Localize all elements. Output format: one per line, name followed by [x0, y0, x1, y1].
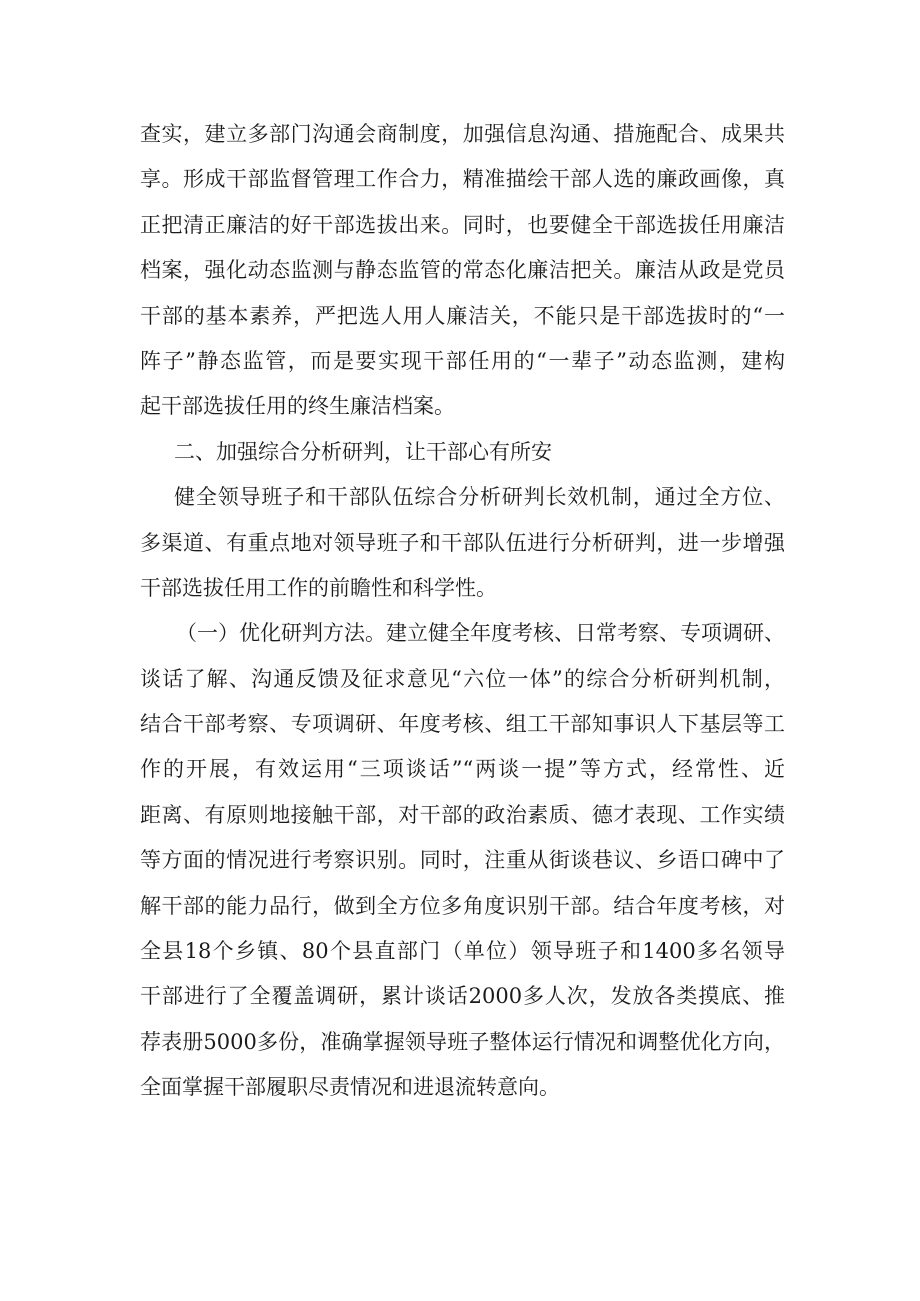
section-heading — [140, 430, 785, 475]
text-line: 全县18个乡镇、80个县直部门（单位）领导班子和1400多名领导 — [140, 939, 785, 964]
text-line: （一）优化研判方法。建立健全年度考核、日常考察、专项调研、 — [176, 621, 785, 646]
paragraph-p3 — [140, 611, 785, 1110]
heading-line: 二、加强综合分析研判，让干部心有所安 — [174, 439, 552, 464]
text-line: 作的开展，有效运用“三项谈话”“两谈一提”等方式，经常性、近 — [140, 757, 785, 782]
text-line: 结合干部考察、专项调研、年度考核、组工干部知事识人下基层等工 — [140, 712, 785, 737]
text-line: 多渠道、有重点地对领导班子和干部队伍进行分析研判，进一步增强 — [140, 530, 785, 555]
text-line: 查实，建立多部门沟通会商制度，加强信息沟通、措施配合、成果共 — [140, 122, 785, 146]
text-line: 全面掌握干部履职尽责情况和进退流转意向。 — [140, 1075, 560, 1100]
text-line: 距离、有原则地接触干部，对干部的政治素质、德才表现、工作实绩 — [140, 802, 785, 827]
paragraph-p2 — [140, 475, 785, 611]
text-line: 干部选拔任用工作的前瞻性和科学性。 — [140, 575, 497, 600]
text-line: 解干部的能力品行，做到全方位多角度识别干部。结合年度考核，对 — [140, 893, 785, 918]
document-body — [140, 112, 785, 1111]
text-line: 干部的基本素养，严把选人用人廉洁关，不能只是干部选拔时的“一 — [140, 303, 785, 328]
text-line: 等方面的情况进行考察识别。同时，注重从街谈巷议、乡语口碑中了 — [140, 848, 785, 873]
text-line: 荐表册5000多份，准确掌握领导班子整体运行情况和调整优化方向， — [140, 1029, 785, 1054]
text-line: 享。形成干部监督管理工作合力，精准描绘干部人选的廉政画像，真 — [140, 167, 785, 192]
text-line: 阵子”静态监管，而是要实现干部任用的“一辈子”动态监测，建构 — [140, 348, 785, 373]
text-line: 档案，强化动态监测与静态监管的常态化廉洁把关。廉洁从政是党员 — [140, 258, 785, 283]
text-line: 干部进行了全覆盖调研，累计谈话2000多人次，发放各类摸底、推 — [140, 984, 785, 1009]
text-line: 健全领导班子和干部队伍综合分析研判长效机制，通过全方位、 — [174, 485, 785, 510]
text-line: 谈话了解、沟通反馈及征求意见“六位一体”的综合分析研判机制， — [140, 666, 785, 691]
paragraph-p1 — [140, 112, 785, 430]
text-line: 正把清正廉洁的好干部选拔出来。同时，也要健全干部选拔任用廉洁 — [140, 212, 785, 237]
text-line: 起干部选拔任用的终生廉洁档案。 — [140, 394, 455, 419]
